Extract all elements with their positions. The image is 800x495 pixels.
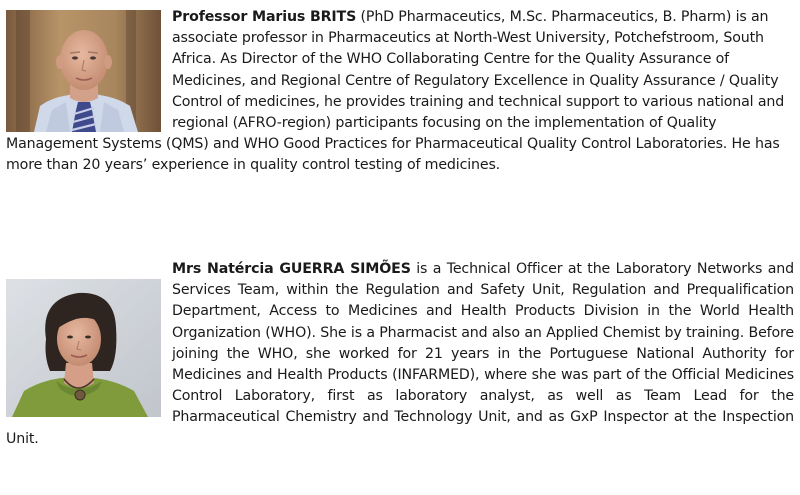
- profile-natercia-guerra-simoes: [6, 259, 794, 450]
- profile-marius-brits: [6, 7, 794, 177]
- profile-description: (PhD Pharmaceutics, M.Sc. Pharmaceutics, B. Pharm) is an associate professor in Pharmaceutics at North-West University, Potchefstroom, South Africa. As Director of the WHO Collaborating Centre for the Quality Assurance of Medicines, and Regional Centre of Regulatory Excellence in Quality Assurance / Quality Control of medicines, he provides training and technical support to various national and regional (AFRO-region) participants focusing on the implementation of Quality Management Systems (QMS) and WHO Good Practices for Pharmaceutical Quality Control Laboratories. He has more than 20 years’ experience in quality control testing of medicines.: [6, 9, 785, 174]
- profile-description: is a Technical Officer at the Laboratory Networks and Services Team, within the Regulation and Safety Unit, Regulation and Prequalification Department, Access to Medicines and Health Products Division in the World Health Organization (WHO). She is a Pharmacist and also an Applied Chemist by training. Before joining the WHO, she worked for 21 years in the Portuguese National Authority for Medicines and Health Products (INFARMED), where she was part of the Official Medicines Control Laboratory, first as laboratory analyst, as well as Team Lead for the Pharmaceutical Chemistry and Technology Unit, and as GxP Inspector at the Inspection Unit.: [6, 261, 794, 447]
- portrait-photo: [6, 10, 161, 132]
- portrait-man-image: [6, 10, 161, 132]
- profile-name: Professor Marius BRITS: [172, 9, 357, 25]
- portrait-woman-image: [6, 279, 161, 417]
- profile-name: Mrs Natércia GUERRA SIMÕES: [172, 261, 411, 277]
- portrait-photo: [6, 279, 161, 417]
